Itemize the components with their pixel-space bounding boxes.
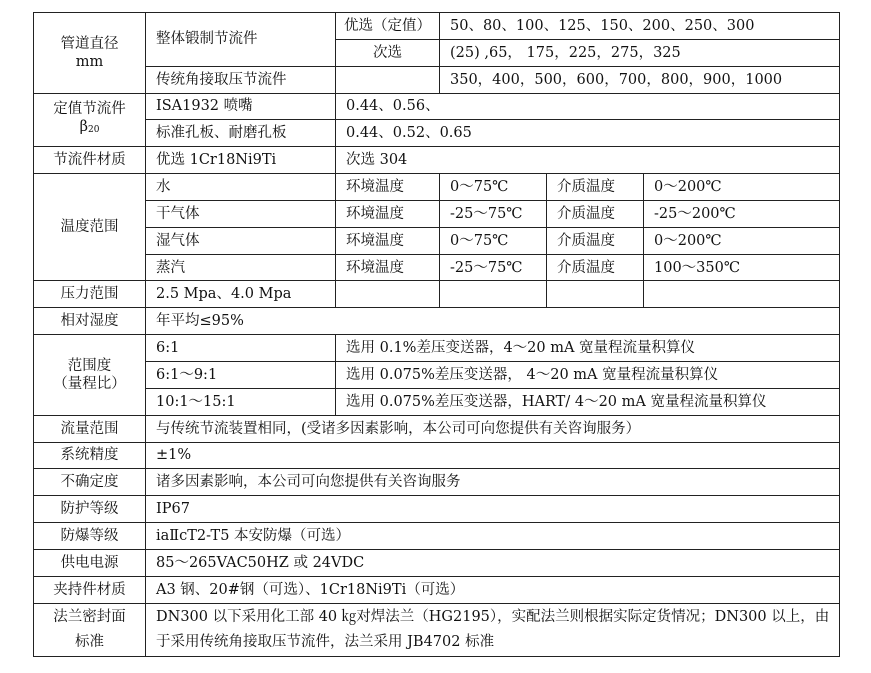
cell-med-value: 100～350℃ [644, 254, 840, 281]
cell-env-label: 环境温度 [336, 200, 440, 227]
table-row [34, 442, 840, 469]
table-row [34, 93, 840, 120]
cell-range-ratio: 6:1 [146, 335, 336, 362]
label-line: 管道直径 [60, 35, 119, 52]
cell-explosion-value: iaⅡcT2-T5 本安防爆（可选） [146, 523, 840, 550]
beta-symbol: β [79, 119, 88, 136]
cell-empty [336, 66, 440, 93]
row-label-explosion: 防爆等级 [34, 523, 146, 550]
cell-protection-value: IP67 [146, 496, 840, 523]
table-row [34, 308, 840, 335]
table-row [34, 576, 840, 603]
cell-empty [440, 281, 547, 308]
cell-range-ratio: 10:1～15:1 [146, 388, 336, 415]
cell-forged: 整体锻制节流件 [146, 13, 336, 67]
cell-alt-values: (25) ,65， 175，225，275，325 [440, 39, 840, 66]
cell-pref-label: 优选（定值） [336, 13, 440, 40]
row-label-pipe-diameter [34, 13, 146, 94]
cell-env-label: 环境温度 [336, 254, 440, 281]
row-label-uncertainty: 不确定度 [34, 469, 146, 496]
row-label-temperature: 温度范围 [34, 174, 146, 281]
table-row [34, 335, 840, 362]
table-row [34, 13, 840, 40]
cell-empty [644, 281, 840, 308]
table-row [34, 469, 840, 496]
cell-med-label: 介质温度 [547, 200, 644, 227]
cell-medium: 水 [146, 174, 336, 201]
cell-traditional: 传统角接取压节流件 [146, 66, 336, 93]
cell-power-value: 85～265VAC50HZ 或 24VDC [146, 549, 840, 576]
cell-range-desc: 选用 0.075%差压变送器，HART/ 4～20 mA 宽量程流量积算仪 [336, 388, 840, 415]
row-label-pressure: 压力范围 [34, 281, 146, 308]
cell-pref-values: 50、80、100、125、150、200、250、300 [440, 13, 840, 40]
cell-empty [336, 281, 440, 308]
cell-orifice: 标准孔板、耐磨孔板 [146, 120, 336, 147]
row-label-beta [34, 93, 146, 147]
cell-trad-values: 350，400，500，600，700，800，900，1000 [440, 66, 840, 93]
cell-env-label: 环境温度 [336, 227, 440, 254]
cell-pressure-value: 2.5 Mpa、4.0 Mpa [146, 281, 336, 308]
cell-alt-label: 次选 [336, 39, 440, 66]
beta-subscript: 20 [87, 125, 100, 136]
spec-table-container [33, 12, 839, 657]
table-row [34, 415, 840, 442]
cell-uncertainty-value: 诸多因素影响，本公司可向您提供有关咨询服务 [146, 469, 840, 496]
table-row [34, 388, 840, 415]
cell-range-desc: 选用 0.1%差压变送器，4～20 mA 宽量程流量积算仪 [336, 335, 840, 362]
cell-env-value: 0～75℃ [440, 227, 547, 254]
table-row [34, 66, 840, 93]
cell-material-pref: 优选 1Cr18Ni9Ti [146, 147, 336, 174]
row-label-protection: 防护等级 [34, 496, 146, 523]
cell-env-value: 0～75℃ [440, 174, 547, 201]
table-row [34, 496, 840, 523]
cell-orifice-values: 0.44、0.52、0.65 [336, 120, 840, 147]
label-line: （量程比） [53, 375, 126, 392]
table-row [34, 200, 840, 227]
row-label-range [34, 335, 146, 416]
cell-med-value: -25～200℃ [644, 200, 840, 227]
table-row [34, 603, 840, 656]
cell-medium: 蒸汽 [146, 254, 336, 281]
cell-med-value: 0～200℃ [644, 174, 840, 201]
cell-med-label: 介质温度 [547, 254, 644, 281]
label-line: 法兰密封面 [53, 608, 126, 625]
cell-med-value: 0～200℃ [644, 227, 840, 254]
table-row [34, 523, 840, 550]
cell-env-value: -25～75℃ [440, 200, 547, 227]
cell-med-label: 介质温度 [547, 174, 644, 201]
cell-env-label: 环境温度 [336, 174, 440, 201]
cell-clamp-value: A3 钢、20#钢（可选）、1Cr18Ni9Ti（可选） [146, 576, 840, 603]
cell-range-desc: 选用 0.075%差压变送器， 4～20 mA 宽量程流量积算仪 [336, 361, 840, 388]
row-label-flange [34, 603, 146, 656]
table-row [34, 227, 840, 254]
row-label-power: 供电电源 [34, 549, 146, 576]
table-row [34, 174, 840, 201]
row-label-accuracy: 系统精度 [34, 442, 146, 469]
label-line: mm [75, 53, 104, 70]
cell-isa-values: 0.44、0.56、 [336, 93, 840, 120]
cell-med-label: 介质温度 [547, 227, 644, 254]
table-row [34, 361, 840, 388]
cell-accuracy-value: ±1% [146, 442, 840, 469]
cell-material-alt: 次选 304 [336, 147, 840, 174]
cell-isa-nozzle: ISA1932 喷嘴 [146, 93, 336, 120]
row-label-flow: 流量范围 [34, 415, 146, 442]
cell-flange-value: DN300 以下采用化工部 40 ㎏对焊法兰（HG2195），实配法兰则根据实际定货情况；DN300 以上，由于采用传统角接取压节流件，法兰采用 JB4702 标准 [146, 603, 840, 656]
label-line: 标准 [75, 633, 104, 650]
table-row [34, 254, 840, 281]
cell-humidity-value: 年平均≤95% [146, 308, 840, 335]
cell-medium: 湿气体 [146, 227, 336, 254]
spec-table [33, 12, 840, 657]
cell-env-value: -25～75℃ [440, 254, 547, 281]
cell-medium: 干气体 [146, 200, 336, 227]
cell-empty [547, 281, 644, 308]
cell-range-ratio: 6:1～9:1 [146, 361, 336, 388]
row-label-clamp: 夹持件材质 [34, 576, 146, 603]
cell-flow-value: 与传统节流装置相同，(受诸多因素影响，本公司可向您提供有关咨询服务） [146, 415, 840, 442]
table-row [34, 147, 840, 174]
label-line: 范围度 [67, 357, 112, 374]
label-line: 定值节流件 [53, 101, 126, 118]
table-row [34, 281, 840, 308]
row-label-humidity: 相对湿度 [34, 308, 146, 335]
table-row [34, 549, 840, 576]
row-label-material: 节流件材质 [34, 147, 146, 174]
table-row [34, 120, 840, 147]
